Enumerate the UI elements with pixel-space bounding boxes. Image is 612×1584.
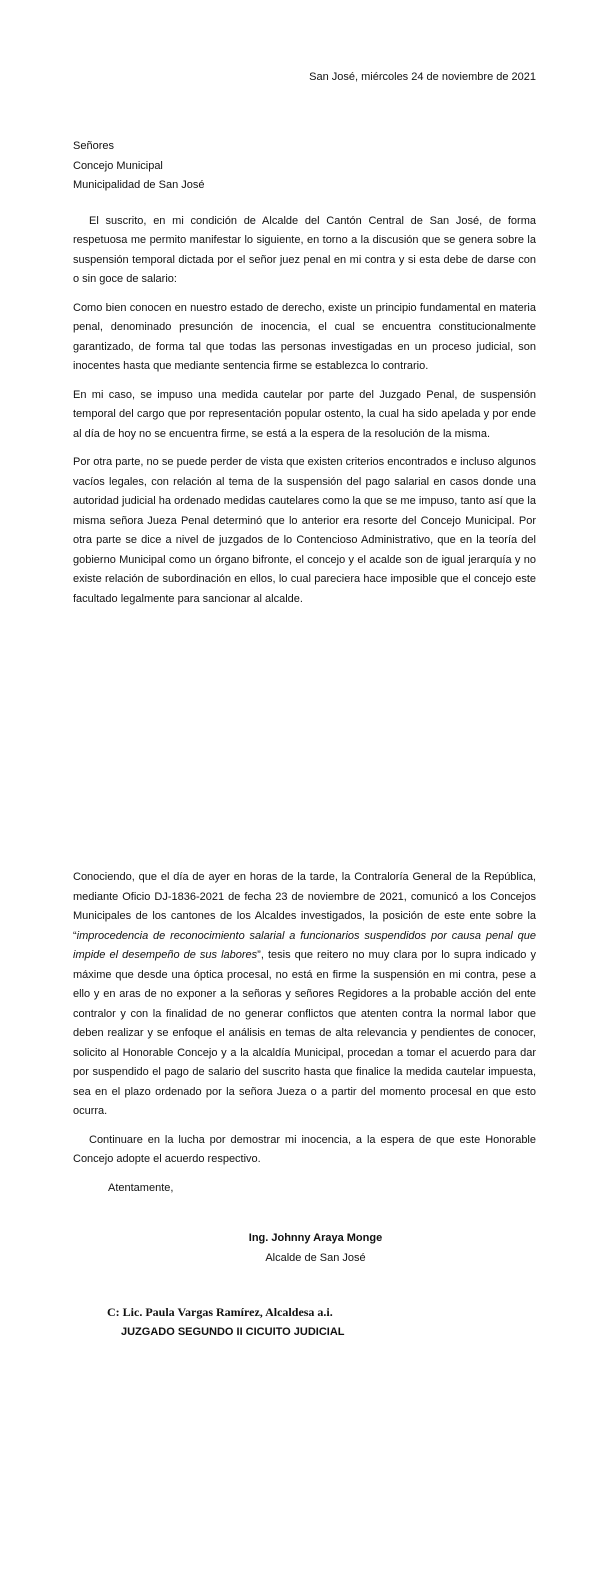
- paragraph-legal-criteria: Por otra parte, no se puede perder de vista que existen criterios encontrados e incluso algunos vacíos legales, con relación al tema de la suspensión del pago salarial en casos donde una autoridad judicial ha ordenado medidas cautelares como la que se me impuso, tanto así que la misma señora Jueza Penal determinó que lo anterior era resorte del Concejo Municipal. Por otra parte se dice a nivel de juzgados de lo Contencioso Administrativo, que en la teoría del gobierno Municipal como un órgano bifronte, el concejo y el acalde son de igual jerarquía y no existe relación de subordinación en ellos, lo cual pareciera hace imposible que el concejo este facultado legalmente para sancionar al alcalde.: [73, 456, 536, 605]
- contraloria-text-after: ”, tesis que reitero no muy clara por lo supra indicado y máxime que desde una óptica procesal, no está en firme la suspensión en mi contra, pese a ello y en aras de no exponer a la señoras y señores Regidores a la probable acción del ente contralor y con la finalidad de no generar conflictos que atenten contra la normal labor que deben realizar y se enfoque el análisis en temas de alta relevancia y pendientes de conocer, solicito al Honorable Concejo y a la alcaldía Municipal, procedan a tomar el acuerdo para dar por suspendido el pago de salario del suscrito hasta que finalice la medida cautelar impuesta, sea en el plazo ordenado por la señora Jueza o a partir del momento procesal en que esto ocurra.: [73, 949, 536, 1117]
- recipient-municipality: Municipalidad de San José: [73, 179, 205, 191]
- paragraph-final: Continuare en la lucha por demostrar mi inocencia, a la espera de que este Honorable Concejo adopte el acuerdo respectivo.: [73, 1133, 536, 1165]
- paragraph-contraloria: [73, 868, 536, 1122]
- closing: Atentamente,: [108, 1181, 174, 1194]
- recipient-council: Concejo Municipal: [73, 159, 163, 172]
- date-line: San José, miércoles 24 de noviembre de 2021: [309, 71, 536, 83]
- page-break-space: [73, 618, 536, 868]
- letter-body-page1: [73, 212, 536, 610]
- contraloria-quote: improcedencia de reconocimiento salarial a funcionarios suspendidos por causa penal que impide el desempeño de sus labores: [73, 929, 536, 961]
- cc-block: [107, 1302, 536, 1342]
- paragraph-introduction: El suscrito, en mi condición de Alcalde del Cantón Central de San José, de forma respetuosa me permito manifestar lo siguiente, en torno a la discusión que se genera sobre la suspensión temporal dictada por el señor juez penal en mi contra y si esta debe de darse con o sin goce de salario:: [73, 214, 536, 285]
- signature-title: Alcalde de San José: [265, 1252, 366, 1264]
- letter-body-page2: [73, 868, 536, 1170]
- signature-name: Ing. Johnny Araya Monge: [248, 1232, 383, 1244]
- recipient-salutation: Señores: [73, 140, 114, 152]
- cc-recipient: C: Lic. Paula Vargas Ramírez, Alcaldesa a.i.: [107, 1305, 333, 1319]
- paragraph-precautionary-measure: En mi caso, se impuso una medida cautelar por parte del Juzgado Penal, de suspensión temporal del cargo que por representación popular ostento, la cual ha sido apelada y por ende al día de hoy no se encuentra firme, se está a la espera de la resolución de la misma.: [73, 388, 536, 440]
- paragraph-presumption-innocence: Como bien conocen en nuestro estado de derecho, existe un principio fundamental en materia penal, denominado presunción de inocencia, el cual se encuentra constitucionalmente garantizado, de forma tal que todas las personas investigadas en un proceso judicial, son inocentes hasta que mediante sentencia firme se establezca lo contrario.: [73, 301, 536, 372]
- signature-block: [73, 1228, 536, 1268]
- contraloria-text-before: Conociendo, que el día de ayer en horas de la tarde, la Contraloría General de la República, mediante Oficio DJ-1836-2021 de fecha 23 de noviembre de 2021, comunicó a los Concejos Municipales de los cantones de los Alcaldes investigados, la posición de este ente sobre la “: [73, 871, 536, 942]
- cc-court: JUZGADO SEGUNDO II CICUITO JUDICIAL: [121, 1326, 345, 1338]
- recipient-block: [73, 137, 536, 196]
